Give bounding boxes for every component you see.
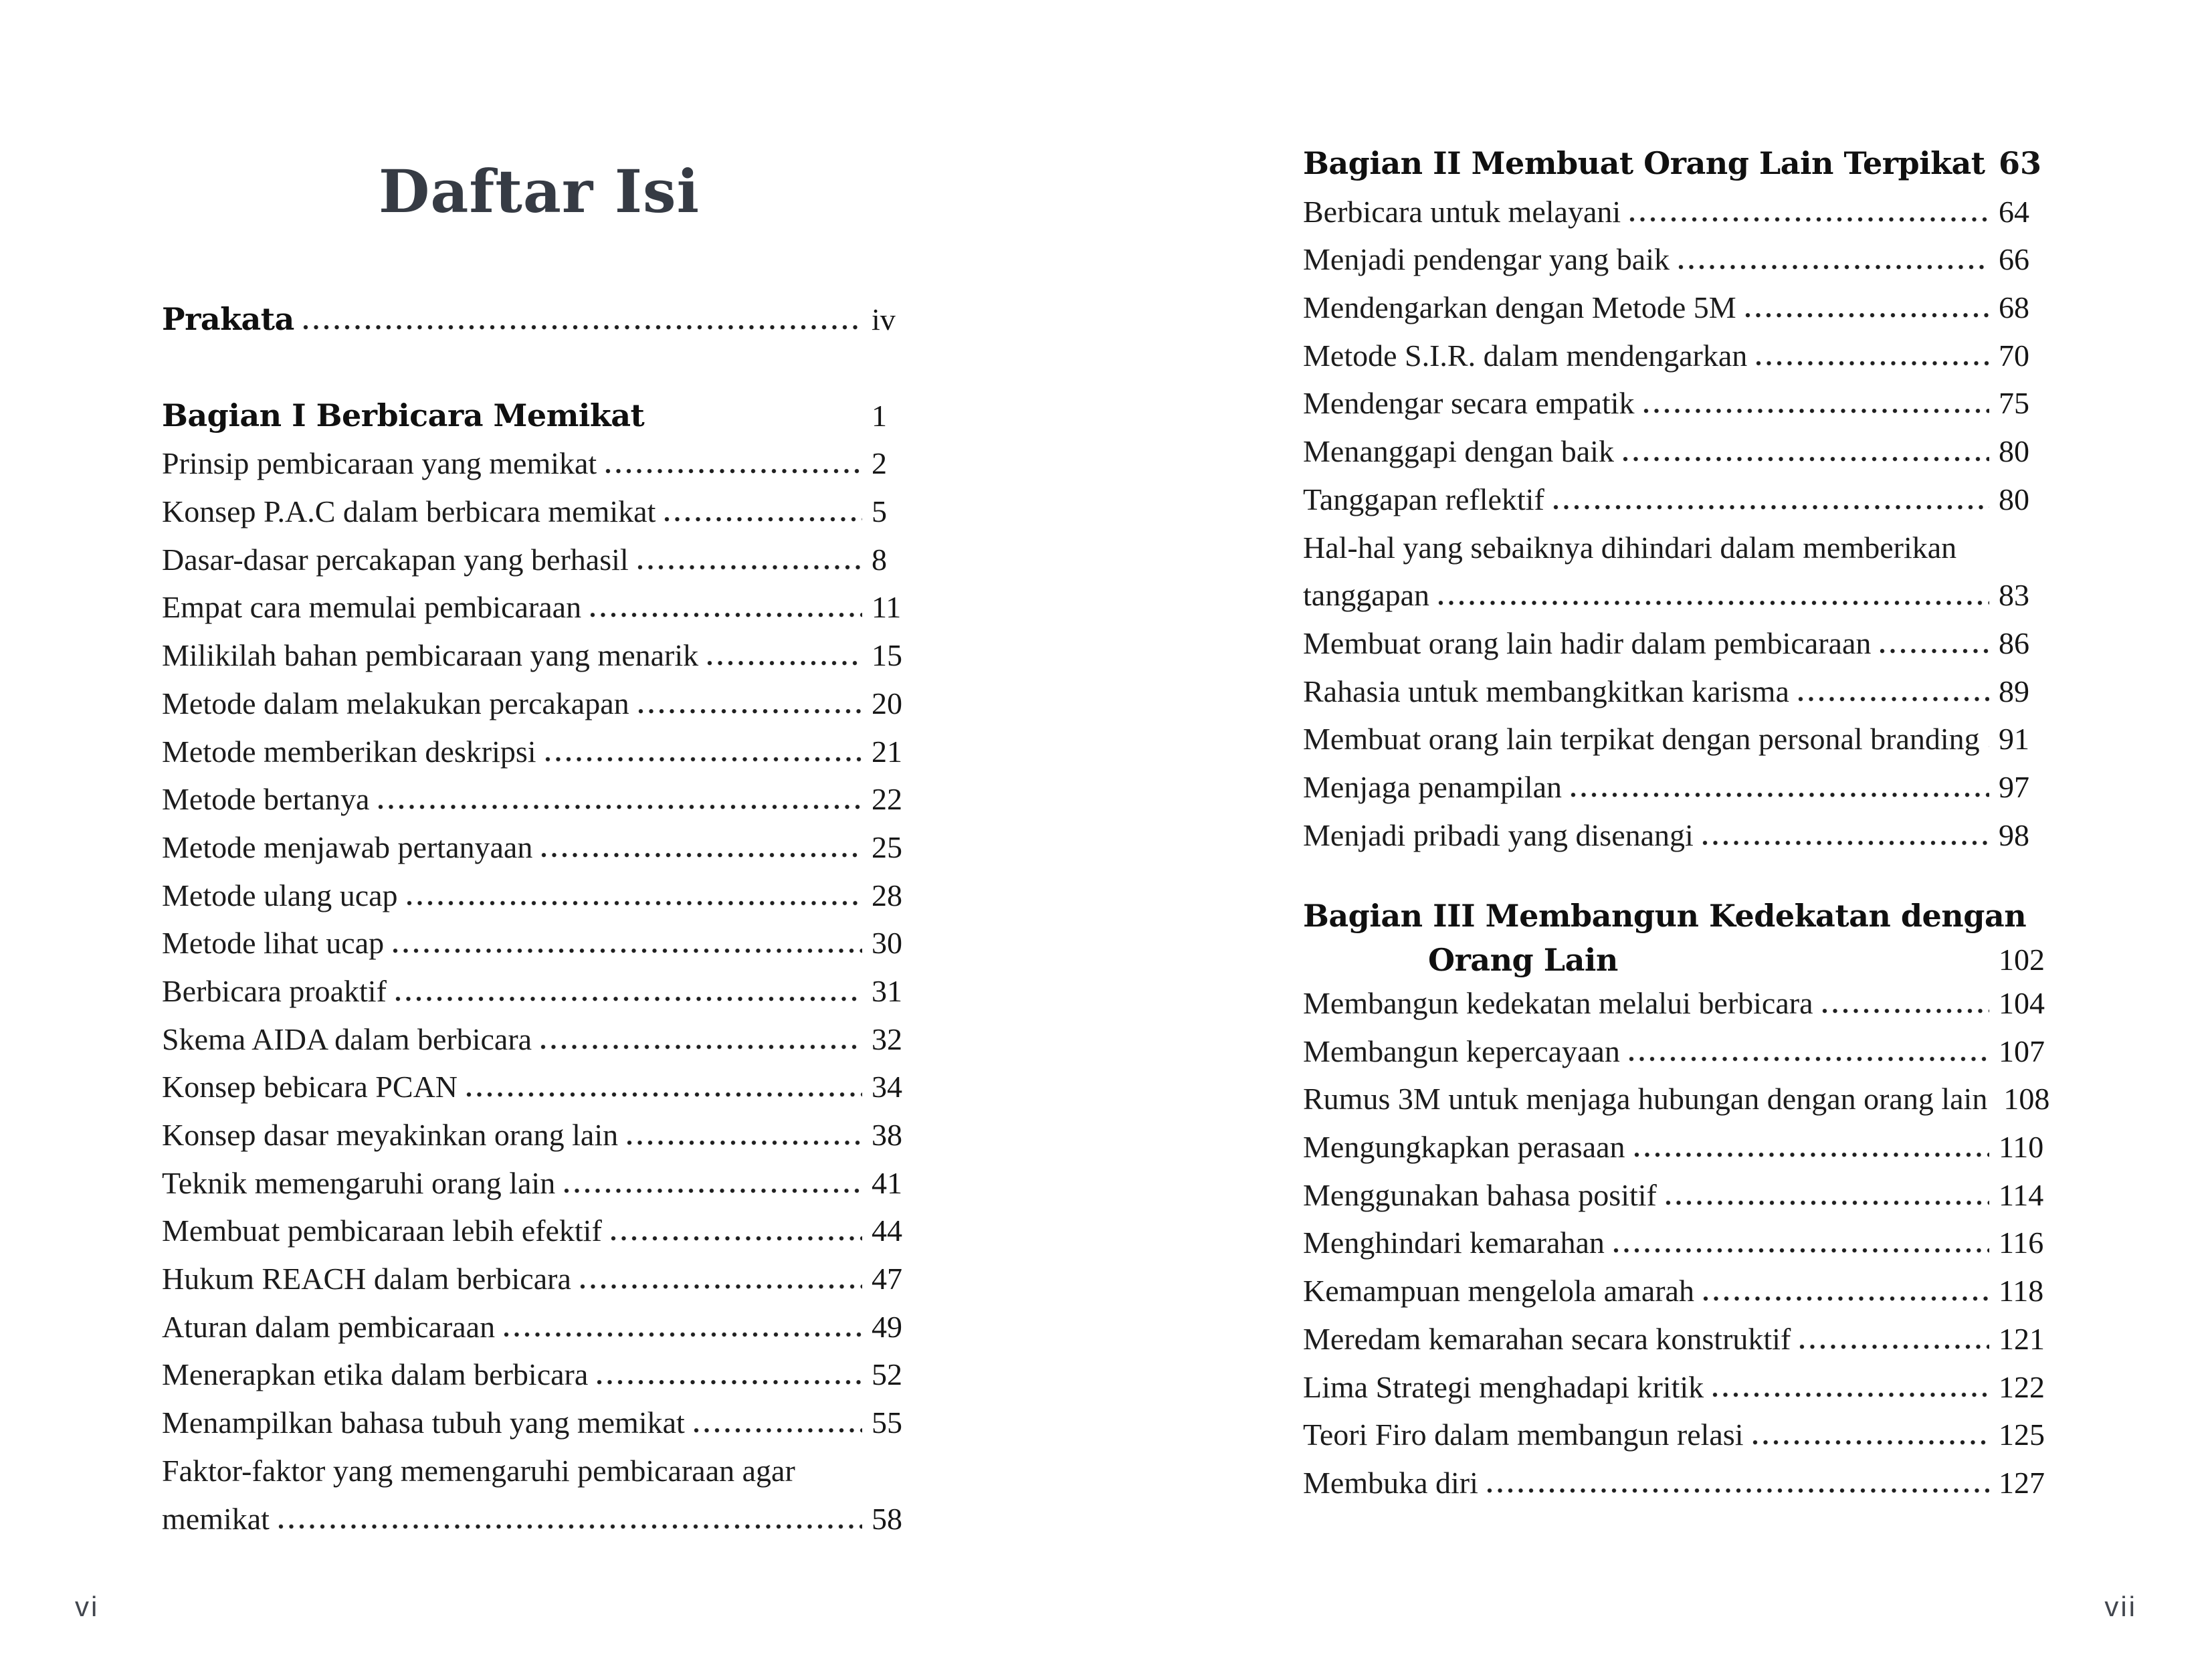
page-number: 97 (1999, 769, 2029, 804)
toc-entry-label: Metode lihat ucap (162, 926, 385, 961)
dot-leader (1796, 668, 1989, 716)
dot-leader (1700, 811, 1989, 860)
toc-entry-row (162, 1063, 916, 1111)
page-number: 34 (872, 1070, 902, 1104)
toc-entry-row (1303, 476, 2077, 524)
page-number: 80 (1999, 434, 2029, 469)
toc-entry-label: Konsep bebicara PCAN (162, 1070, 458, 1104)
dot-leader (539, 823, 862, 872)
page-number: 32 (872, 1021, 902, 1056)
toc-entry-row (162, 1351, 916, 1399)
page-number: 91 (1999, 722, 2029, 757)
dot-leader (1569, 763, 1989, 811)
toc-entry-label: Bagian II Membuat Orang Lain Terpikat (1303, 145, 1985, 181)
toc-entry-row (162, 536, 916, 584)
page-number: 38 (872, 1118, 902, 1152)
toc-entry-row (162, 488, 916, 536)
toc-entry-label: tanggapan (1303, 578, 1430, 613)
page-number: 98 (1999, 817, 2029, 852)
page-number: 80 (1999, 482, 2029, 516)
page-number: 116 (1999, 1226, 2044, 1260)
toc-entry-row (1303, 1171, 2077, 1219)
toc-entry-row (162, 440, 916, 488)
toc-entry-label: Metode dalam melakukan percakapan (162, 686, 629, 720)
toc-entry-label: Bagian III Membangun Kedekatan dengan (1303, 898, 2027, 935)
toc-entry-row (1303, 763, 2077, 811)
dot-leader (1701, 1267, 1989, 1315)
dot-leader (562, 1159, 862, 1207)
page-number: 41 (872, 1165, 902, 1200)
dot-leader (502, 1303, 862, 1351)
page-number: 25 (872, 830, 902, 864)
toc-entry-label: Konsep dasar meyakinkan orang lain (162, 1118, 619, 1152)
toc-entry-row (1303, 979, 2077, 1028)
dot-leader (588, 583, 862, 631)
toc-entry-row (1303, 715, 2077, 763)
dot-leader (538, 1015, 862, 1064)
toc-entry-label: Membuat orang lain hadir dalam pembicaraan (1303, 625, 1872, 660)
dot-leader (391, 919, 862, 967)
toc-entry-row (162, 919, 916, 967)
dot-leader (705, 631, 862, 680)
dot-leader (376, 775, 862, 823)
page-number: 68 (1999, 290, 2029, 325)
toc-entry-label: Empat cara memulai pembicaraan (162, 590, 582, 625)
dot-leader (662, 488, 862, 536)
dot-leader (636, 680, 862, 728)
toc-entry-row (162, 1495, 916, 1543)
dot-leader (1664, 1171, 1989, 1219)
dot-leader (276, 1495, 862, 1543)
folio-left-page-number: vi (75, 1591, 100, 1622)
dot-leader (1878, 619, 1989, 668)
page-number: 118 (1999, 1274, 2044, 1308)
toc-entry-label: Menampilkan bahasa tubuh yang memikat (162, 1405, 685, 1440)
dot-leader (1676, 235, 1989, 284)
toc-entry-row (1303, 571, 2077, 619)
spacer (1303, 859, 2077, 892)
dot-leader (301, 296, 862, 344)
toc-entry-row (1303, 1028, 2077, 1076)
page-number: 22 (872, 782, 902, 817)
toc-entry-row (1303, 235, 2077, 284)
toc-entry-row (1303, 188, 2077, 236)
toc-entry-label: Berbicara proaktif (162, 973, 387, 1008)
toc-entry-label: Mendengarkan dengan Metode 5M (1303, 290, 1736, 325)
dot-leader (543, 728, 862, 776)
toc-entry-row (1303, 427, 2077, 476)
page-number: 28 (872, 878, 902, 912)
toc-entry-row (1303, 1315, 2077, 1363)
page-number: 52 (872, 1357, 902, 1392)
dot-leader (1611, 1219, 1989, 1267)
toc-entry-label: Skema AIDA dalam berbicara (162, 1021, 532, 1056)
toc-entry-row (162, 583, 916, 631)
toc-entry-label: Mendengar secara empatik (1303, 386, 1635, 421)
dot-leader (578, 1255, 862, 1303)
toc-entry-row (162, 1159, 916, 1207)
dot-leader (1627, 1028, 1989, 1076)
dot-leader (1551, 476, 1989, 524)
page-number: 70 (1999, 338, 2029, 373)
page-number: 31 (872, 973, 902, 1008)
toc-entry-row (1303, 1123, 2077, 1171)
page-number: 75 (1999, 386, 2029, 421)
page-number: 125 (1999, 1418, 2045, 1452)
toc-entry-row (1303, 524, 2077, 572)
toc-entry-label: Metode ulang ucap (162, 878, 398, 912)
dot-leader (1485, 1459, 1989, 1507)
toc-entry-row (162, 1303, 916, 1351)
toc-entry-row (1303, 284, 2077, 332)
toc-entry-label: Orang Lain (1428, 942, 1618, 978)
toc-entry-row (162, 631, 916, 680)
page-number: 55 (872, 1405, 902, 1440)
page-number: 15 (872, 638, 902, 673)
dot-leader (464, 1063, 862, 1111)
toc-entry-row (1303, 1219, 2077, 1267)
toc-entry-label: Membangun kepercayaan (1303, 1034, 1620, 1068)
dot-leader (1641, 379, 1989, 427)
toc-entry-row (1303, 1459, 2077, 1507)
toc-section-row (1303, 892, 2077, 941)
toc-entry-label: Membuka diri (1303, 1465, 1478, 1500)
dot-leader (405, 872, 862, 920)
dot-leader (393, 967, 862, 1015)
page-number: 66 (1999, 242, 2029, 277)
dot-leader (1710, 1363, 1989, 1411)
toc-entry-row (162, 1399, 916, 1447)
dot-leader (1750, 1411, 1990, 1459)
toc-entry-label: Hukum REACH dalam berbicara (162, 1262, 571, 1296)
toc-entry-label: Tanggapan reflektif (1303, 482, 1544, 516)
dot-leader (1743, 284, 1989, 332)
toc-entry-label: Lima Strategi menghadapi kritik (1303, 1369, 1704, 1404)
toc-entry-label: Rumus 3M untuk menjaga hubungan dengan orang lain (1303, 1082, 1988, 1116)
toc-entry-row (1303, 1363, 2077, 1411)
dot-leader (625, 1111, 862, 1159)
toc-section-row (162, 296, 916, 344)
dot-leader (1754, 332, 1989, 380)
toc-entry-label: Mengungkapkan perasaan (1303, 1130, 1625, 1165)
page-number: 63 (1999, 145, 2042, 181)
page-number: 108 (2003, 1082, 2050, 1116)
toc-entry-label: Metode S.I.R. dalam mendengarkan (1303, 338, 1748, 373)
page-number: 11 (872, 590, 902, 625)
dot-leader (1436, 571, 1989, 619)
toc-entry-row (1303, 1075, 2077, 1123)
toc-entry-label: Menghindari kemarahan (1303, 1226, 1605, 1260)
toc-entry-row (162, 680, 916, 728)
page-number: 47 (872, 1262, 902, 1296)
page-title: Daftar Isi (379, 157, 700, 226)
toc-entry-label: Menjadi pribadi yang disenangi (1303, 817, 1694, 852)
page-number: 89 (1999, 674, 2029, 708)
dot-leader (609, 1207, 862, 1255)
toc-entry-row (162, 775, 916, 823)
toc-entry-label: Dasar-dasar percakapan yang berhasil (162, 542, 629, 577)
toc-entry-label: Menerapkan etika dalam berbicara (162, 1357, 589, 1392)
toc-entry-label: Menjaga penampilan (1303, 769, 1563, 804)
toc-entry-label: Membangun kedekatan melalui berbicara (1303, 986, 1813, 1020)
toc-entry-row (162, 872, 916, 920)
dot-leader (1797, 1315, 1989, 1363)
page-number: 44 (872, 1213, 902, 1248)
toc-entry-label: Prakata (162, 301, 294, 337)
toc-entry-row (162, 1015, 916, 1064)
toc-entry-row (162, 1111, 916, 1159)
toc-entry-row (162, 967, 916, 1015)
page-number: 104 (1999, 986, 2045, 1020)
page-number: iv (872, 302, 896, 336)
page-number: 1 (872, 398, 887, 433)
dot-leader (1820, 979, 1989, 1028)
toc-entry-label: Hal-hal yang sebaiknya dihindari dalam memberikan (1303, 530, 1957, 565)
toc-entry-row (162, 1255, 916, 1303)
toc-entry-label: Membuat orang lain terpikat dengan personal branding (1303, 722, 1980, 757)
toc-entry-row (1303, 668, 2077, 716)
page-number: 122 (1999, 1369, 2045, 1404)
toc-right-column (1303, 140, 2077, 1507)
page-number: 121 (1999, 1321, 2045, 1356)
toc-entry-label: Membuat pembicaraan lebih efektif (162, 1213, 602, 1248)
toc-entry-label: Aturan dalam pembicaraan (162, 1309, 496, 1344)
toc-entry-row (162, 728, 916, 776)
toc-entry-label: Metode bertanya (162, 782, 370, 817)
toc-left-column (162, 296, 916, 1543)
toc-entry-label: Teknik memengaruhi orang lain (162, 1165, 556, 1200)
spacer (162, 344, 916, 392)
dot-leader (1621, 427, 1989, 476)
toc-entry-label: Metode memberikan deskripsi (162, 734, 536, 769)
page-number: 21 (872, 734, 902, 769)
toc-entry-row (162, 823, 916, 872)
page-number: 64 (1999, 194, 2029, 229)
toc-entry-row (162, 1207, 916, 1255)
toc-entry-label: Rahasia untuk membangkitkan karisma (1303, 674, 1789, 708)
page-number: 30 (872, 926, 902, 961)
page-number: 49 (872, 1309, 902, 1344)
toc-entry-label: Bagian I Berbicara Memikat (162, 397, 645, 433)
toc-entry-label: Faktor-faktor yang memengaruhi pembicaraan agar (162, 1453, 795, 1488)
toc-section-row (1303, 140, 2077, 188)
toc-entry-row (162, 1447, 916, 1495)
page-number: 83 (1999, 578, 2029, 613)
dot-leader (635, 536, 862, 584)
toc-entry-row (1303, 619, 2077, 668)
page-number: 127 (1999, 1465, 2045, 1500)
toc-entry-label: Menanggapi dengan baik (1303, 434, 1614, 469)
toc-entry-label: Berbicara untuk melayani (1303, 194, 1621, 229)
page-number: 114 (1999, 1177, 2044, 1212)
dot-leader (1632, 1123, 1989, 1171)
folio-right-page-number: vii (2104, 1591, 2137, 1622)
dot-leader (595, 1351, 862, 1399)
toc-entry-row (1303, 332, 2077, 380)
page-number: 110 (1999, 1130, 2044, 1165)
page-number: 58 (872, 1501, 902, 1536)
dot-leader (692, 1399, 862, 1447)
toc-entry-label: memikat (162, 1501, 270, 1536)
toc-entry-label: Kemampuan mengelola amarah (1303, 1274, 1694, 1308)
toc-entry-row (1303, 379, 2077, 427)
toc-entry-label: Meredam kemarahan secara konstruktif (1303, 1321, 1791, 1356)
toc-entry-label: Menggunakan bahasa positif (1303, 1177, 1657, 1212)
page-number: 102 (1999, 943, 2045, 977)
page-number: 5 (872, 494, 887, 529)
dot-leader (603, 440, 862, 488)
toc-entry-label: Prinsip pembicaraan yang memikat (162, 446, 597, 481)
page-number: 107 (1999, 1034, 2045, 1068)
toc-entry-row (1303, 1411, 2077, 1459)
toc-entry-label: Konsep P.A.C dalam berbicara memikat (162, 494, 656, 529)
dot-leader (1627, 188, 1989, 236)
toc-entry-label: Milikilah bahan pembicaraan yang menarik (162, 638, 699, 673)
page-number: 20 (872, 686, 902, 720)
toc-entry-label: Teori Firo dalam membangun relasi (1303, 1418, 1744, 1452)
toc-entry-label: Menjadi pendengar yang baik (1303, 242, 1670, 277)
page-number: 2 (872, 446, 887, 481)
toc-entry-label: Metode menjawab pertanyaan (162, 830, 533, 864)
toc-entry-row (1303, 811, 2077, 860)
toc-entry-row (1303, 1267, 2077, 1315)
page-number: 8 (872, 542, 887, 577)
toc-section-row (1303, 941, 2077, 979)
toc-section-row (162, 392, 916, 440)
page-number: 86 (1999, 625, 2029, 660)
